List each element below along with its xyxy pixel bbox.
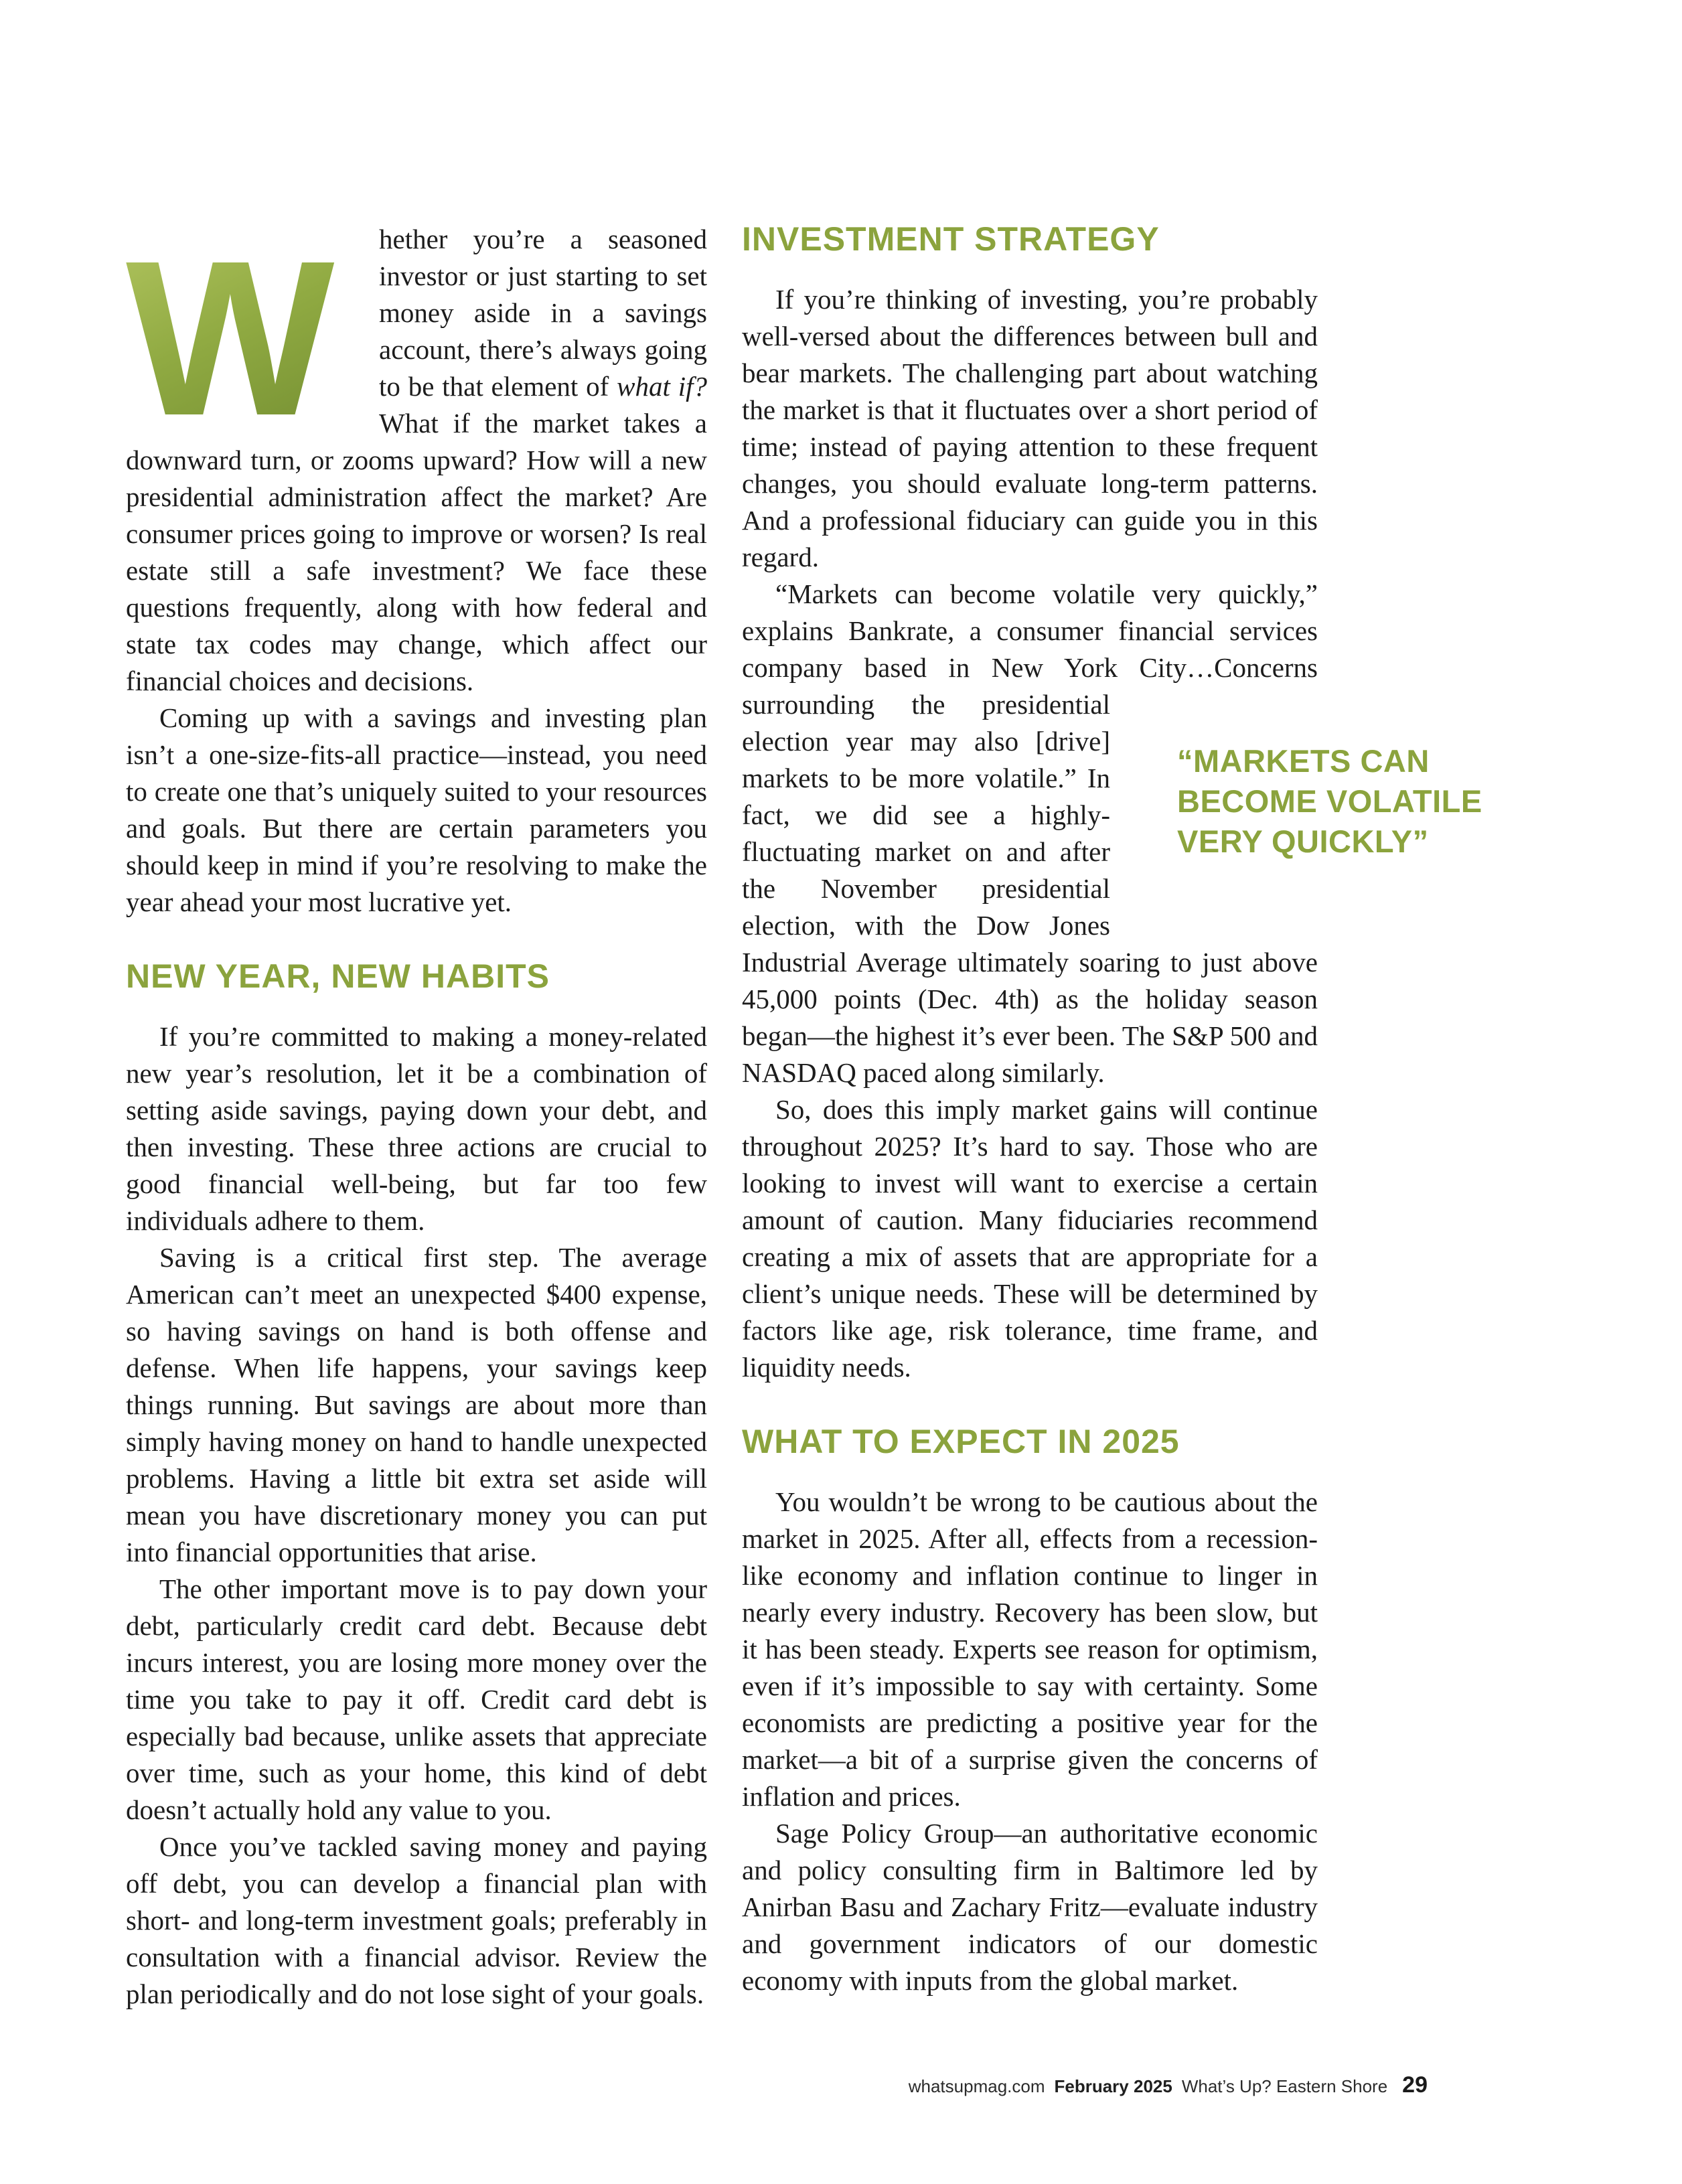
paragraph: Saving is a critical first step. The average American can’t meet an unexpected $400 expense, so having savings on hand is both offense and defense. When life happens, your savings keep things running. But savings are about more than simply having money on hand to handle unexpected problems. Having a little bit extra set aside will mean you have discretionary money you can put into financial opportunities that arise.	[126, 1242, 707, 1567]
paragraph-text-after-quote: surrounding the presidential election year may also [drive] markets to be more volatile.” In fact, we did see a highly-fluctuating market on and after the November presidential election, with the Dow Jones Industrial Average ultimately soaring to just above 45,000 points (Dec. 4th) as the holiday season began—the highest it’s ever been. The S&P 500 and NASDAQ paced along similarly.	[742, 689, 1318, 1088]
pull-quote-line: VERY QUICKLY”	[1177, 824, 1429, 859]
paragraph: So, does this imply market gains will continue throughout 2025? It’s hard to say. Those who are looking to invest will want to exercise a certain amount of caution. Many fiduciaries recommend creating a mix of assets that are appropriate for a client’s unique needs. These will be determined by factors like age, risk tolerance, time frame, and liquidity needs.	[742, 1094, 1318, 1383]
intro-text-italic: what if?	[617, 371, 707, 402]
paragraph: If you’re thinking of investing, you’re probably well-versed about the differences between bull and bear markets. The challenging part about watching the market is that it fluctuates over a short period of time; instead of paying attention to these frequent changes, you should evaluate long-term patterns. And a professional fiduciary can guide you in this regard.	[742, 284, 1318, 572]
paragraph: Sage Policy Group—an authoritative economic and policy consulting firm in Baltimore led by Anirban Basu and Zachary Fritz—evaluate industry and government indicators of our domestic economy with inputs from the global market.	[742, 1818, 1318, 1996]
page-footer	[909, 2072, 1428, 2098]
paragraph: If you’re committed to making a money-related new year’s resolution, let it be a combination of setting aside savings, paying down your debt, and then investing. These three actions are crucial to good financial well-being, but far too few individuals adhere to them.	[126, 1021, 707, 1236]
footer-page-number: 29	[1402, 2072, 1428, 2098]
paragraph-text-before-quote: “Markets can become volatile very quickly,” explains Bankrate, a consumer financial services company based in New York City…Concerns	[742, 578, 1318, 683]
paragraph: Coming up with a savings and investing plan isn’t a one-size-fits-all practice—instead, you need to create one that’s uniquely suited to your resources and goals. But there are certain parameters you should keep in mind if you’re resolving to make the year ahead your most lucrative yet.	[126, 702, 707, 917]
pull-quote-line: “MARKETS CAN	[1177, 743, 1430, 779]
pull-quote	[1144, 694, 1519, 909]
paragraph-with-pullquote	[742, 576, 1482, 1091]
left-column	[126, 214, 707, 2013]
section-heading-investment-strategy: INVESTMENT STRATEGY	[742, 220, 1160, 258]
footer-publication: What’s Up? Eastern Shore	[1181, 2076, 1388, 2096]
section-heading-what-to-expect: WHAT TO EXPECT IN 2025	[742, 1423, 1180, 1460]
paragraph: Once you’ve tackled saving money and paying off debt, you can develop a financial plan with short- and long-term investment goals; preferably in consultation with a financial advisor. Review the plan periodically and do not lose sight of your goals.	[126, 1831, 707, 2009]
article-content	[126, 214, 1482, 2013]
pull-quote-line: BECOME VOLATILE	[1177, 783, 1482, 819]
paragraph: The other important move is to pay down your debt, particularly credit card debt. Because debt incurs interest, you are losing more money over the time you take to pay it off. Credit card debt is especially bad because, unlike assets that appreciate over time, such as your home, this kind of debt doesn’t actually hold any value to you.	[126, 1573, 707, 1825]
footer-issue: February 2025	[1054, 2076, 1172, 2096]
footer-site: whatsupmag.com	[908, 2076, 1045, 2096]
intro-text-part1: hether you’re a seasoned investor or just starting to set money aside in a savings account, there’s always going to be that element of	[379, 224, 707, 402]
paragraph: You wouldn’t be wrong to be cautious about the market in 2025. After all, effects from a recession-like economy and inflation continue to linger in nearly every industry. Recovery has been slow, but it has been steady. Experts see reason for optimism, even if it’s impossible to say with certainty. Some economists are predicting a positive year for the market—a bit of a surprise given the concerns of inflation and prices.	[742, 1486, 1318, 1812]
section-heading-new-year-new-habits: NEW YEAR, NEW HABITS	[126, 957, 550, 995]
intro-text-part2: What if the market takes a downward turn, or zooms upward? How will a new presidential administration affect the market? Are consumer prices going to improve or worsen? Is real estate still a safe investment? We face these questions frequently, along with how federal and state tax codes may change, which affect our financial choices and decisions.	[126, 408, 707, 696]
drop-cap: W	[126, 241, 362, 435]
intro-paragraph	[126, 214, 707, 700]
right-column	[742, 220, 1482, 2013]
